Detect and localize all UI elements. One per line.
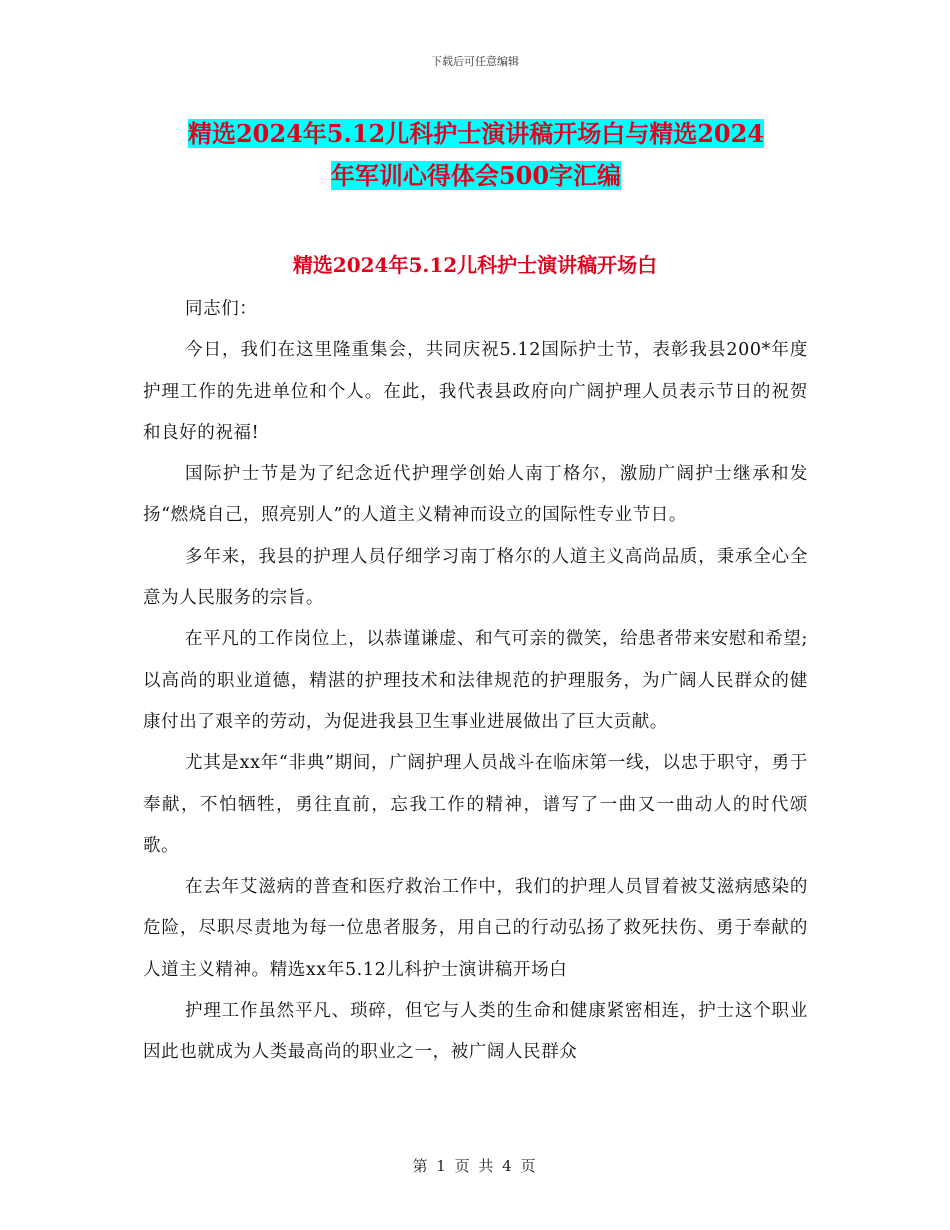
- paragraph-salutation: 同志们：: [185, 299, 258, 319]
- page-header: 下载后可任意编辑: [431, 55, 519, 68]
- document-body: [143, 289, 808, 1074]
- document-title-line-1: 精选2024年5.12儿科护士演讲稿开场白与精选2024: [187, 119, 765, 148]
- paragraph: 在平凡的工作岗位上，以恭谨谦虚、和气可亲的微笑，给患者带来安慰和希望;以高尚的职业道德，精湛的护理技术和法律规范的护理服务，为广阔人民群众的健康付出了艰辛的劳动，为促进我县卫生事业进展做出了巨大贡献。: [143, 629, 808, 732]
- document-title-line-2: 年军训心得体会500字汇编: [330, 161, 622, 190]
- paragraph: 多年来，我县的护理人员仔细学习南丁格尔的人道主义高尚品质，秉承全心全意为人民服务的宗旨。: [143, 546, 808, 609]
- paragraph: 在去年艾滋病的普查和医疗救治工作中，我们的护理人员冒着被艾滋病感染的危险，尽职尽责地为每一位患者服务，用自己的行动弘扬了救死扶伤、勇于奉献的人道主义精神。精选xx年5.12儿科护士演讲稿开场白: [143, 877, 808, 980]
- paragraph: 今日，我们在这里隆重集会，共同庆祝5.12国际护士节，表彰我县200*年度护理工作的先进单位和个人。在此，我代表县政府向广阔护理人员表示节日的祝贺和良好的祝福!: [143, 340, 808, 443]
- paragraph: 国际护士节是为了纪念近代护理学创始人南丁格尔，激励广阔护士继承和发扬“燃烧自己，照亮别人”的人道主义精神而设立的国际性专业节日。: [143, 464, 808, 526]
- paragraph: 护理工作虽然平凡、琐碎，但它与人类的生命和健康紧密相连，护士这个职业因此也就成为人类最高尚的职业之一，被广阔人民群众: [143, 1001, 808, 1063]
- section-title: 精选2024年5.12儿科护士演讲稿开场白: [292, 253, 658, 277]
- page-number-footer: 第 1 页 共 4 页: [412, 1157, 538, 1175]
- document-title: [140, 113, 812, 197]
- paragraph: 尤其是xx年“非典”期间，广阔护理人员战斗在临床第一线，以忠于职守，勇于奉献，不怕牺牲，勇往直前，忘我工作的精神，谱写了一曲又一曲动人的时代颂歌。: [143, 753, 808, 856]
